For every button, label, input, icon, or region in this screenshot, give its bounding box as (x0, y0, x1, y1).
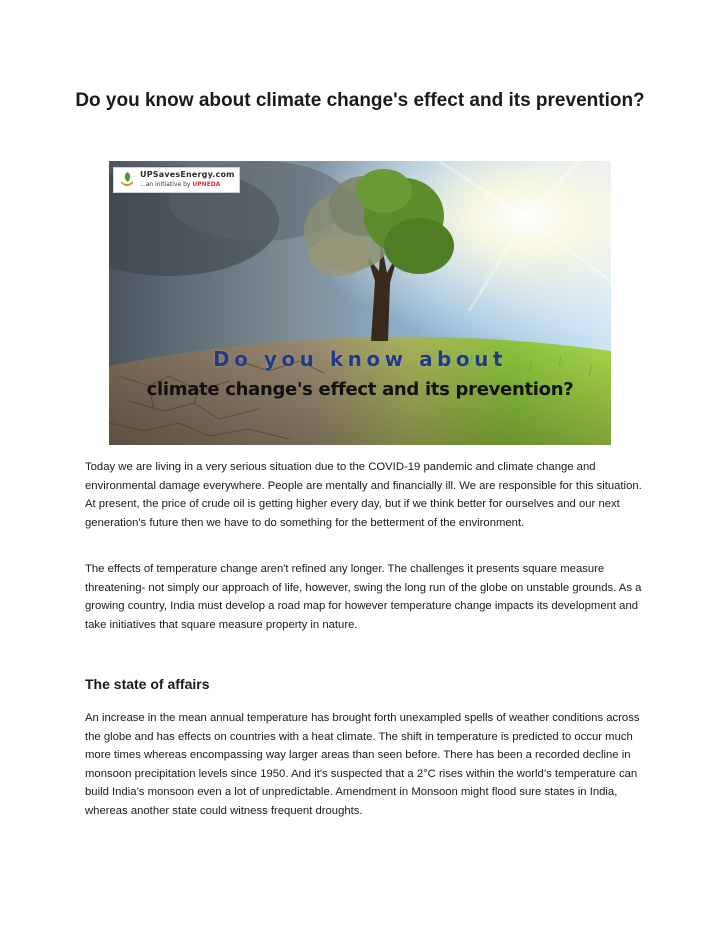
logo-tagline-org: UPNEDA (192, 181, 221, 188)
logo-brand-text: UPSavesEnergy.com (140, 170, 235, 179)
hero-image (109, 161, 611, 445)
hero-overlay-line1: Do you know about (213, 347, 507, 371)
paragraph-effects: The effects of temperature change aren't refined any longer. The challenges it presents square measure threatening- not simply our approach of life, however, swing the long run of the globe on unstable grounds. As a growing country, India must develop a road map for however temperature change impacts its development and take initiatives that square measure property in nature. (85, 563, 642, 631)
paragraph-intro: Today we are living in a very serious situation due to the COVID-19 pandemic and climate change and environmental damage everywhere. People are mentally and financially ill. We are responsible for this situation. At present, the price of crude oil is getting higher every day, but if we think better for ourselves and our next generation's future then we have to do something for the betterment of the environment. (85, 461, 642, 529)
leaf-hand-logo-icon (118, 170, 136, 188)
logo-tagline-prefix: ...an initiative by (140, 181, 191, 188)
upsavesenergy-logo[interactable] (113, 167, 240, 193)
hero-overlay-line2: climate change's effect and its prevention? (146, 379, 574, 400)
document-title: Do you know about climate change's effect and its prevention? (75, 90, 645, 111)
hero-illustration (109, 161, 611, 445)
section-heading: The state of affairs (85, 676, 210, 692)
logo-tagline (140, 181, 220, 188)
paragraph-state-of-affairs: An increase in the mean annual temperature has brought forth unexampled spells of weather conditions across the globe and has effects on countries with a heat climate. The shift in temperature is predicted to occur much more times whereas encompassing way larger areas than seen before. There has been a recorded decline in monsoon precipitation levels since 1950. And it's suspected that a 2°C rises within the world’s temperature can build India’s monsoon even a lot of unpredictable. Amendment in Monsoon might flood sure states in India, whereas another state could witness frequent droughts. (85, 712, 640, 817)
